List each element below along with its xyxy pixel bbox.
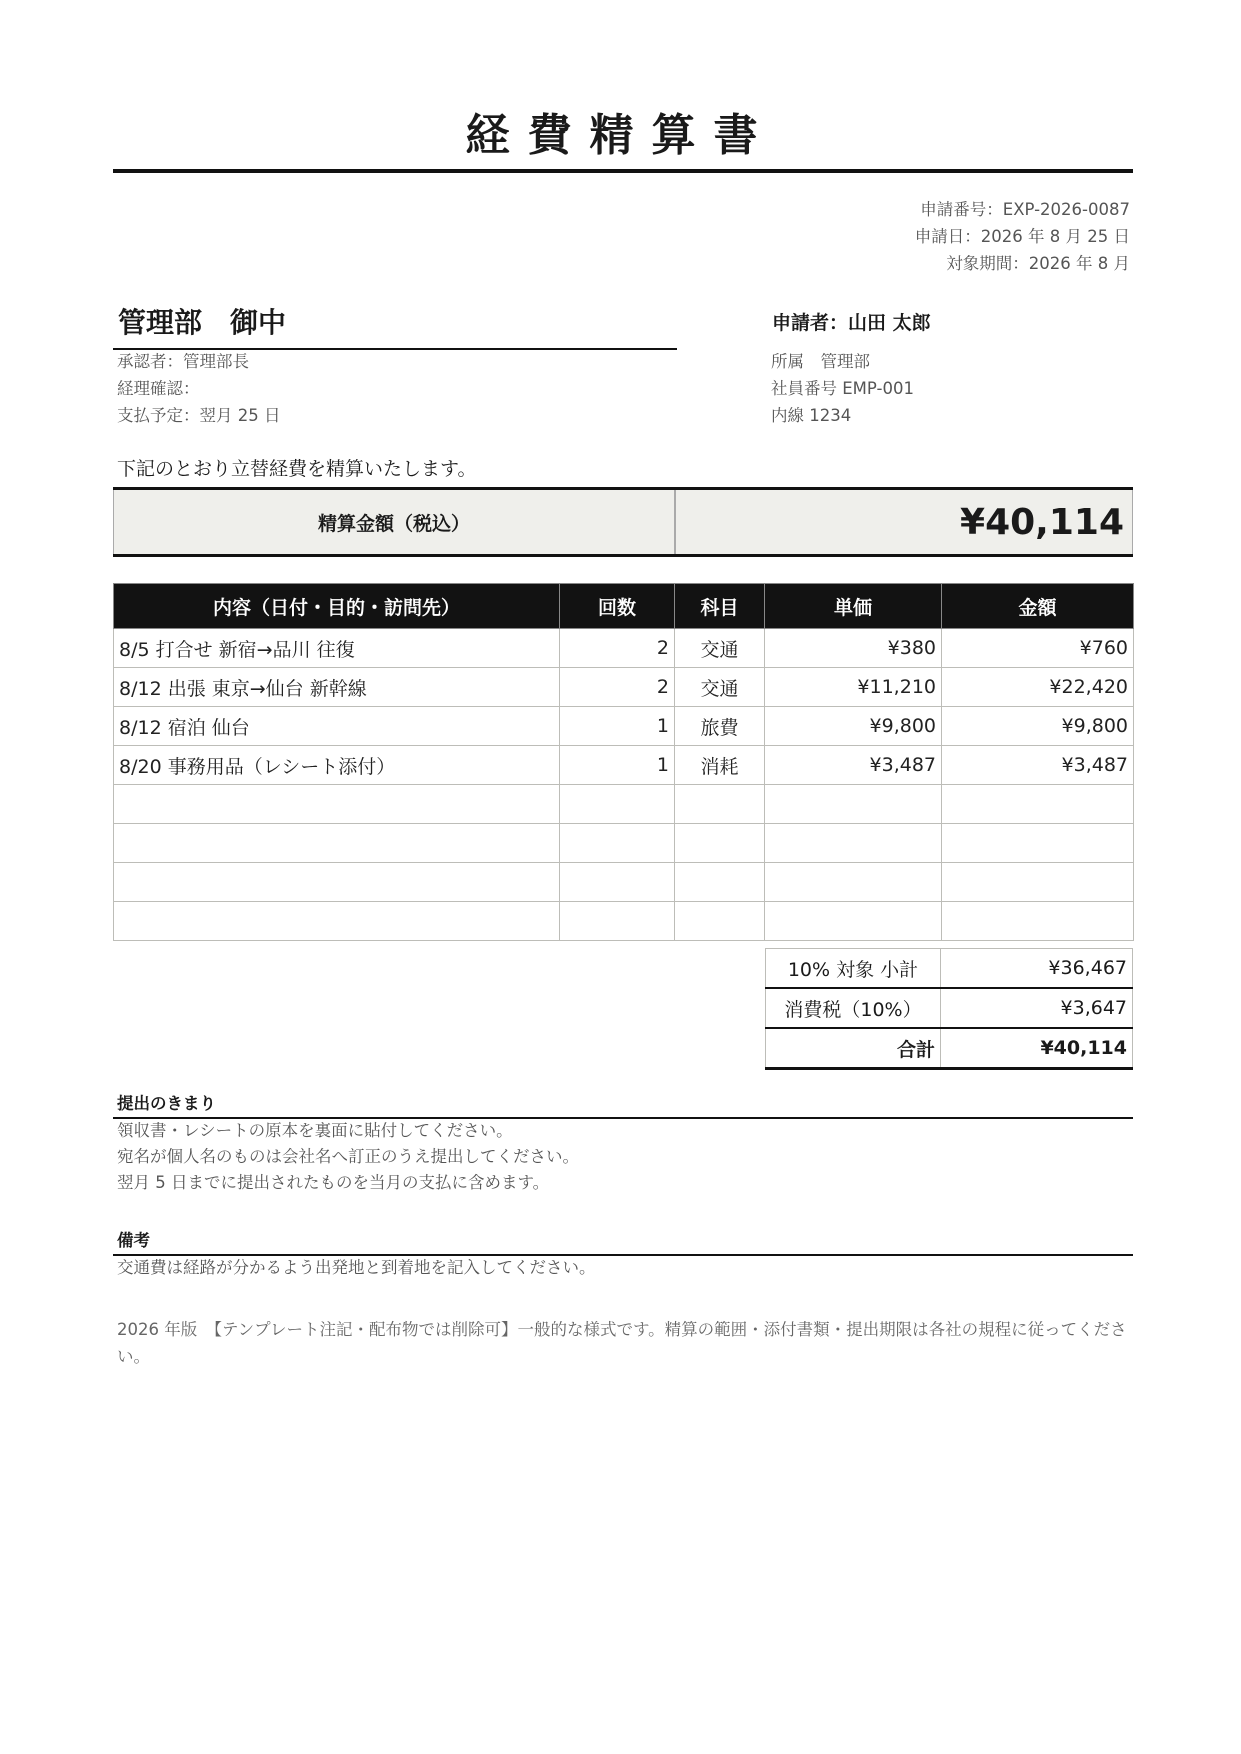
- applicant-name: 申請者：山田 太郎: [772, 312, 931, 334]
- recipient-info: [117, 348, 281, 429]
- remarks-title: 備考: [117, 1231, 150, 1250]
- cell-category: [675, 824, 765, 863]
- cell-count: 1: [560, 707, 675, 746]
- cell-category: 旅費: [675, 707, 765, 746]
- table-row-empty: [114, 902, 1134, 941]
- table-row-empty: [114, 863, 1134, 902]
- tax-label: 消費税（10%）: [766, 988, 941, 1028]
- approver: 承認者：管理部長: [117, 352, 249, 371]
- tax-value: ¥3,647: [941, 988, 1133, 1028]
- cell-unit-price: ¥11,210: [765, 668, 942, 707]
- cell-unit-price: [765, 863, 942, 902]
- application-number: 申請番号：EXP-2026-0087: [920, 200, 1130, 219]
- application-date: 申請日：2026 年 8 月 25 日: [914, 227, 1130, 246]
- header-category: 科目: [675, 584, 765, 629]
- target-period: 対象期間：2026 年 8 月: [946, 254, 1130, 273]
- cell-count: [560, 824, 675, 863]
- cell-category: 交通: [675, 629, 765, 668]
- table-row: [114, 746, 1134, 785]
- grand-total-label: 合計: [766, 1028, 941, 1069]
- employee-number: 社員番号 EMP-001: [771, 379, 914, 398]
- cell-description: 8/12 出張 東京→仙台 新幹線: [114, 668, 560, 707]
- subtotal-row: [766, 949, 1133, 989]
- title-underline: [113, 169, 1133, 173]
- cell-amount: ¥760: [942, 629, 1134, 668]
- cell-count: 2: [560, 668, 675, 707]
- cell-description: 8/20 事務用品（レシート添付）: [114, 746, 560, 785]
- cell-unit-price: [765, 824, 942, 863]
- document-title: 経費精算書: [465, 110, 776, 161]
- cell-unit-price: ¥380: [765, 629, 942, 668]
- submission-rules-body: [117, 1118, 579, 1196]
- table-row: [114, 707, 1134, 746]
- expense-items-table: [113, 583, 1134, 941]
- intro-text: 下記のとおり立替経費を精算いたします。: [117, 458, 477, 480]
- cell-category: [675, 863, 765, 902]
- cell-category: [675, 785, 765, 824]
- cell-description: [114, 785, 560, 824]
- remarks-text: 交通費は経路が分かるよう出発地と到着地を記入してください。: [117, 1258, 596, 1277]
- summary-table: [765, 948, 1133, 1070]
- rule-line: 領収書・レシートの原本を裏面に貼付してください。: [117, 1121, 513, 1140]
- table-row: [114, 629, 1134, 668]
- cell-amount: [942, 785, 1134, 824]
- tax-row: [766, 988, 1133, 1028]
- cell-category: 交通: [675, 668, 765, 707]
- cell-description: 8/12 宿泊 仙台: [114, 707, 560, 746]
- cell-count: [560, 785, 675, 824]
- subtotal-value: ¥36,467: [941, 949, 1133, 989]
- table-row-empty: [114, 785, 1134, 824]
- grand-total-row: [766, 1028, 1133, 1069]
- cell-description: [114, 824, 560, 863]
- recipient-name: 管理部 御中: [118, 306, 287, 339]
- settlement-amount-box: [113, 487, 1133, 557]
- table-row-empty: [114, 824, 1134, 863]
- cell-count: 1: [560, 746, 675, 785]
- cell-amount: [942, 824, 1134, 863]
- cell-count: [560, 863, 675, 902]
- rule-line: 翌月 5 日までに提出されたものを当月の支払に含めます。: [117, 1173, 550, 1192]
- header-unit-price: 単価: [765, 584, 942, 629]
- cell-count: [560, 902, 675, 941]
- cell-amount: ¥9,800: [942, 707, 1134, 746]
- applicant-info: [771, 348, 914, 429]
- extension-number: 内線 1234: [771, 406, 852, 425]
- submission-rules-title: 提出のきまり: [117, 1094, 216, 1113]
- cell-description: 8/5 打合せ 新宿→品川 往復: [114, 629, 560, 668]
- document-meta: [915, 196, 1130, 277]
- cell-unit-price: [765, 902, 942, 941]
- cell-amount: ¥3,487: [942, 746, 1134, 785]
- table-header-row: [114, 584, 1134, 629]
- cell-amount: ¥22,420: [942, 668, 1134, 707]
- template-footnote: 2026 年版 【テンプレート注記・配布物では削除可】一般的な様式です。精算の範囲・添付書類・提出期限は各社の規程に従ってください。: [117, 1320, 1127, 1366]
- header-description: 内容（日付・目的・訪問先）: [114, 584, 560, 629]
- grand-total-value: ¥40,114: [941, 1028, 1133, 1069]
- cell-amount: [942, 902, 1134, 941]
- table-row: [114, 668, 1134, 707]
- cell-description: [114, 902, 560, 941]
- cell-unit-price: ¥3,487: [765, 746, 942, 785]
- rule-line: 宛名が個人名のものは会社名へ訂正のうえ提出してください。: [117, 1147, 579, 1166]
- payment-schedule: 支払予定：翌月 25 日: [117, 406, 281, 425]
- header-count: 回数: [560, 584, 675, 629]
- applicant-department: 所属 管理部: [771, 352, 870, 371]
- cell-unit-price: ¥9,800: [765, 707, 942, 746]
- subtotal-label: 10% 対象 小計: [766, 949, 941, 989]
- accounting-check: 経理確認：: [117, 379, 200, 398]
- cell-category: 消耗: [675, 746, 765, 785]
- cell-category: [675, 902, 765, 941]
- settlement-amount-label: 精算金額（税込）: [113, 490, 676, 554]
- header-amount: 金額: [942, 584, 1134, 629]
- cell-amount: [942, 863, 1134, 902]
- cell-unit-price: [765, 785, 942, 824]
- settlement-amount-value: ¥40,114: [676, 490, 1133, 554]
- cell-count: 2: [560, 629, 675, 668]
- cell-description: [114, 863, 560, 902]
